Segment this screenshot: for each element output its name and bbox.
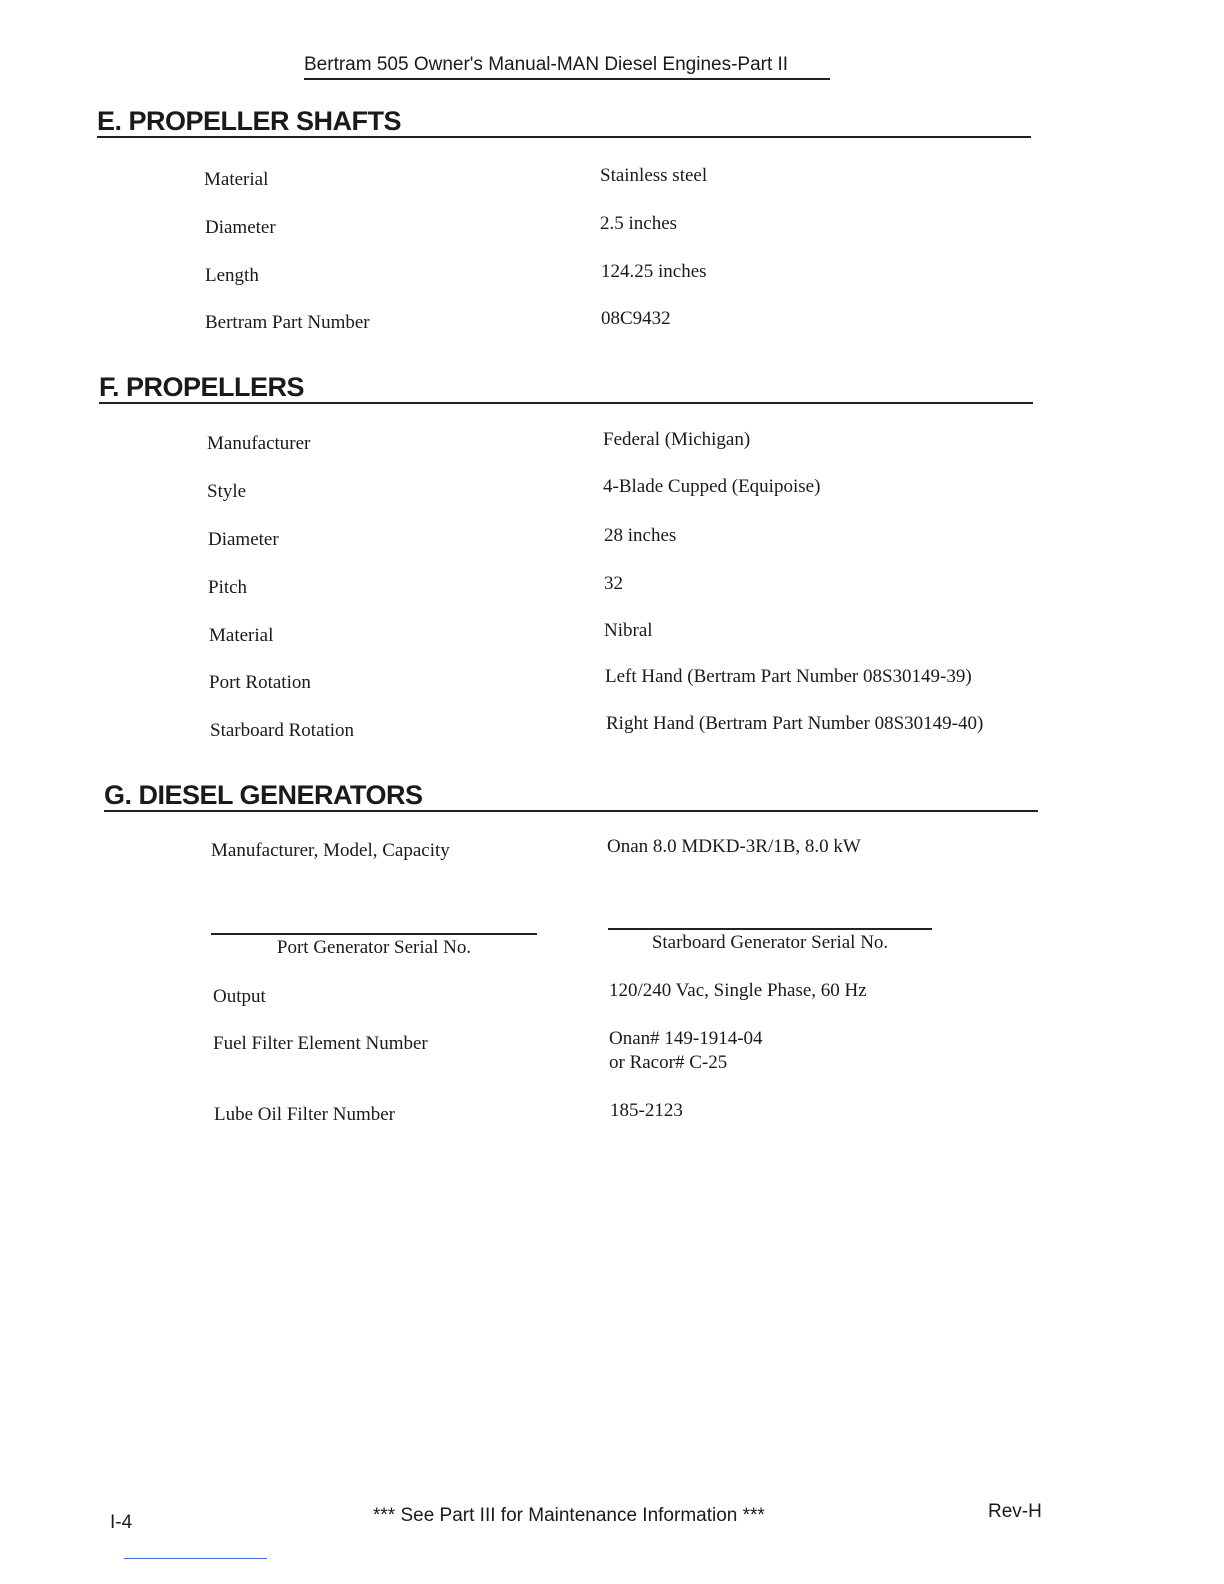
port-serial-blank-line	[211, 933, 537, 935]
revision-label: Rev-H	[988, 1501, 1042, 1522]
spec-value: 32	[604, 573, 623, 594]
spec-value: Right Hand (Bertram Part Number 08S30149-40)	[606, 713, 984, 734]
spec-value: Federal (Michigan)	[603, 429, 751, 450]
spec-label: Length	[205, 265, 259, 286]
spec-value: 08C9432	[601, 308, 671, 329]
spec-value: Left Hand (Bertram Part Number 08S30149-39)	[605, 666, 972, 687]
spec-value: Onan 8.0 MDKD-3R/1B, 8.0 kW	[607, 836, 861, 857]
spec-label: Pitch	[208, 577, 248, 598]
spec-value: Onan# 149-1914-04	[609, 1028, 763, 1049]
spec-value: 124.25 inches	[601, 261, 707, 282]
spec-label: Diameter	[205, 217, 276, 238]
spec-label: Lube Oil Filter Number	[214, 1104, 395, 1125]
spec-label: Style	[207, 481, 247, 502]
starboard-serial-blank-line	[608, 928, 932, 930]
spec-label: Fuel Filter Element Number	[213, 1033, 428, 1054]
spec-label: Material	[209, 625, 274, 646]
spec-value: Nibral	[604, 620, 653, 641]
spec-value: or Racor# C-25	[609, 1052, 728, 1073]
spec-label: Manufacturer, Model, Capacity	[211, 840, 450, 861]
section-title-propeller-shafts: E. PROPELLER SHAFTS	[97, 106, 1031, 138]
spec-value: 185-2123	[610, 1100, 683, 1121]
port-generator-serial-caption: Port Generator Serial No.	[276, 937, 472, 958]
document-header: Bertram 505 Owner's Manual-MAN Diesel Engines-Part II	[304, 54, 830, 80]
spec-value: 4-Blade Cupped (Equipoise)	[603, 476, 821, 497]
starboard-generator-serial-caption: Starboard Generator Serial No.	[651, 932, 889, 953]
spec-label: Diameter	[208, 529, 279, 550]
section-title-propellers: F. PROPELLERS	[99, 372, 1033, 404]
spec-value: Stainless steel	[600, 165, 708, 186]
page-number: I-4	[110, 1512, 133, 1533]
spec-value: 2.5 inches	[600, 213, 678, 234]
scan-edge-line	[124, 1558, 267, 1559]
section-title-diesel-generators: G. DIESEL GENERATORS	[104, 780, 1038, 812]
spec-label: Bertram Part Number	[205, 312, 370, 333]
spec-value: 120/240 Vac, Single Phase, 60 Hz	[609, 980, 867, 1001]
footer-note: *** See Part III for Maintenance Information ***	[373, 1505, 765, 1526]
spec-label: Material	[204, 169, 269, 190]
spec-label: Output	[213, 986, 266, 1007]
spec-value: 28 inches	[604, 525, 677, 546]
spec-label: Port Rotation	[209, 672, 311, 693]
spec-label: Starboard Rotation	[210, 720, 355, 741]
spec-label: Manufacturer	[207, 433, 311, 454]
